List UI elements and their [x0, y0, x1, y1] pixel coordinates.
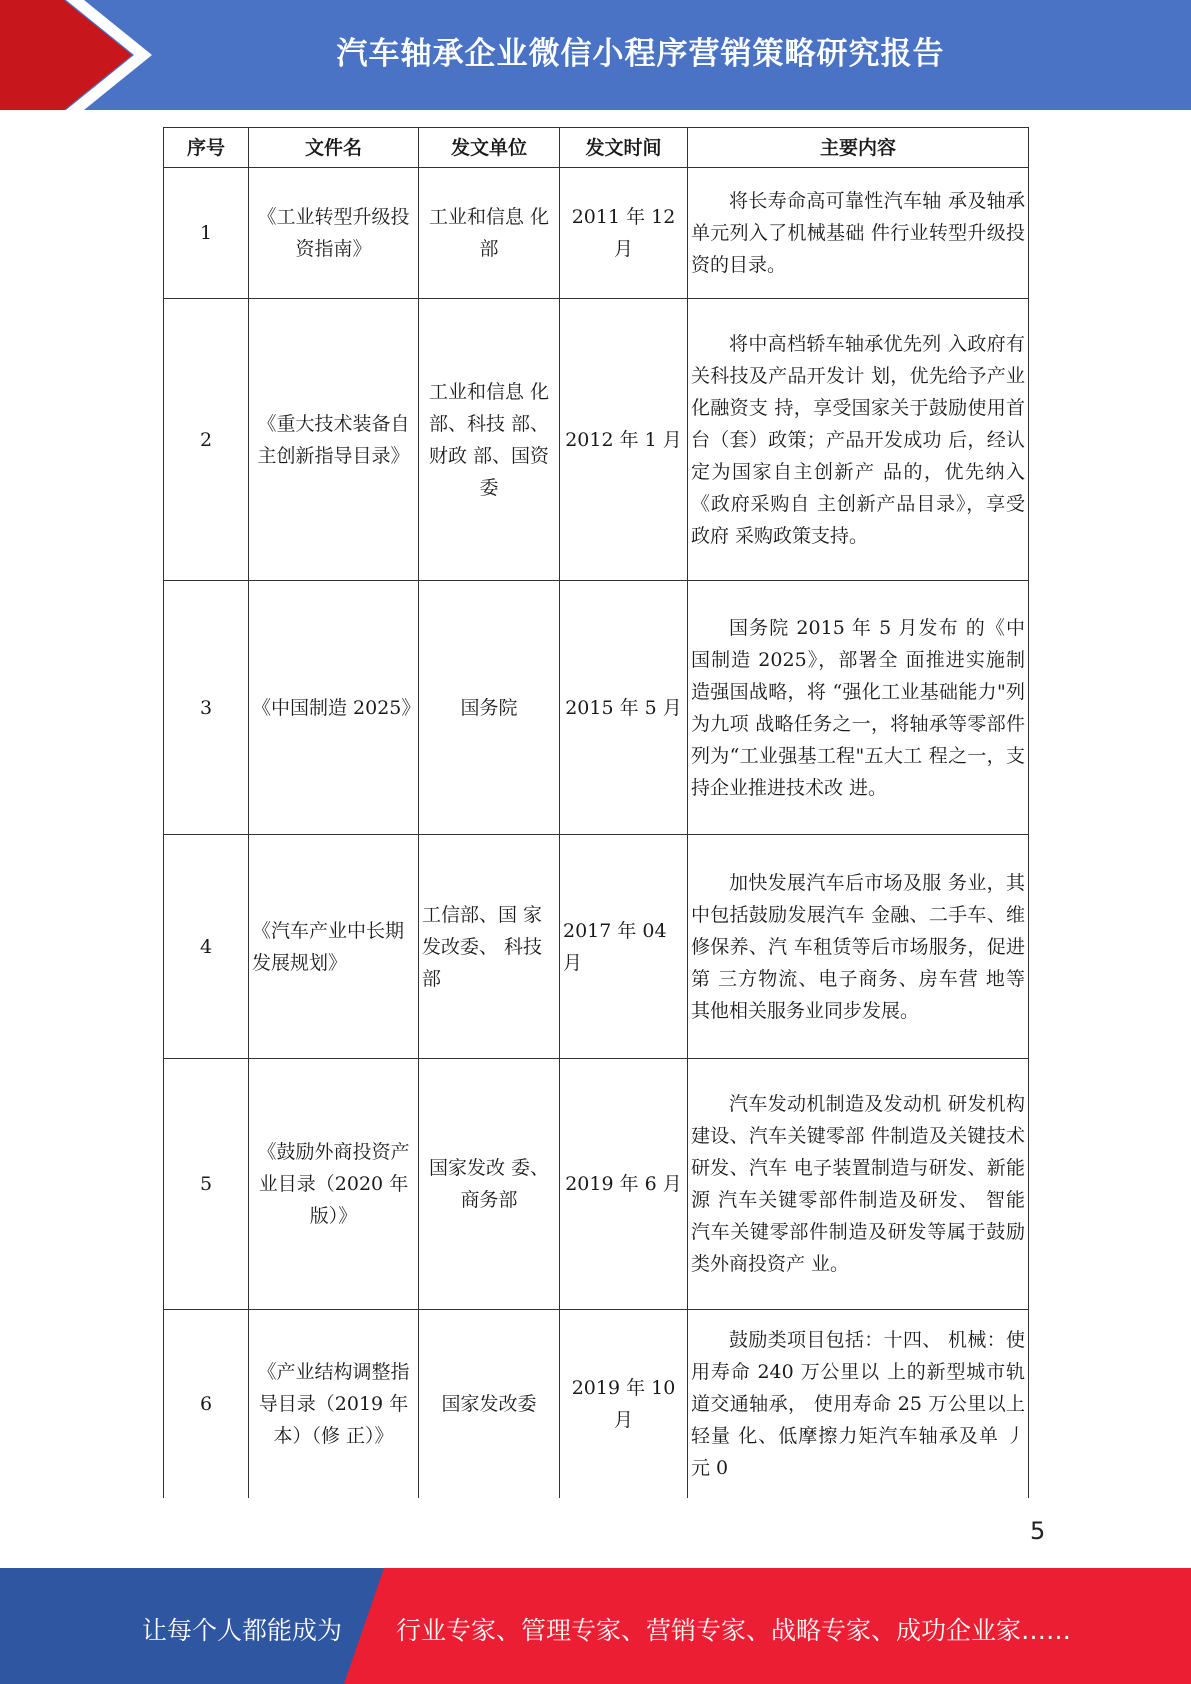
issue-date: 2012 年 1 月 — [560, 299, 688, 581]
row-index: 3 — [164, 581, 249, 835]
content-text: 鼓励类项目包括：十四、 机械：使用寿命 240 万公里以 上的新型城市轨道交通轴承， 使用寿命 25 万公里以上轻量 化、低摩擦力矩汽车轴承及单 丿元 0 — [691, 1328, 1025, 1479]
issue-date: 2019 年 10 月 — [560, 1310, 688, 1498]
main-content — [688, 299, 1029, 581]
table-row — [164, 1059, 1029, 1310]
document-name: 《鼓励外商投资产业目录（2020 年版）》 — [249, 1059, 419, 1310]
issuer: 国务院 — [419, 581, 560, 835]
document-name: 《中国制造 2025》 — [249, 581, 419, 835]
document-name: 《工业转型升级投资指南》 — [249, 168, 419, 299]
header-index: 序号 — [164, 128, 249, 168]
table-row — [164, 581, 1029, 835]
content-text: 将长寿命高可靠性汽车轴 承及轴承单元列入了机械基础 件行业转型升级投资的目录。 — [691, 190, 1025, 276]
table-row — [164, 299, 1029, 581]
issuer: 工信部、国 家发改委、 科技部 — [419, 835, 560, 1059]
row-index: 1 — [164, 168, 249, 299]
row-index: 4 — [164, 835, 249, 1059]
policy-table — [163, 127, 1029, 1498]
table-row — [164, 168, 1029, 299]
main-content — [688, 168, 1029, 299]
row-index: 5 — [164, 1059, 249, 1310]
document-name: 《产业结构调整指导目录（2019 年本）（修 正）》 — [249, 1310, 419, 1498]
issuer: 工业和信息 化部、科技 部、财政 部、国资委 — [419, 299, 560, 581]
main-content — [688, 1310, 1029, 1498]
issue-date: 2015 年 5 月 — [560, 581, 688, 835]
content-text: 国务院 2015 年 5 月发布 的《中国制造 2025》，部署全 面推进实施制造强国战略，将 “强化工业基础能力"列为九项 战略任务之一，将轴承等零部件列为“工业强基工程"五大工 程之一，支持企业推进技术改 进。 — [691, 616, 1025, 799]
issue-date: 2011 年 12 月 — [560, 168, 688, 299]
content-text: 将中高档轿车轴承优先列 入政府有关科技及产品开发计 划，优先给予产业化融资支 持，享受国家关于鼓励使用首 台（套）政策；产品开发成功 后，经认定为国家自主创新产 品的，优先纳入《政府采购自 主创新产品目录》，享受政府 采购政策支持。 — [691, 332, 1025, 547]
issuer: 国家发改委 — [419, 1310, 560, 1498]
main-content — [688, 581, 1029, 835]
table-header-row — [164, 128, 1029, 168]
document-name: 《重大技术装备自主创新指导目录》 — [249, 299, 419, 581]
main-content — [688, 1059, 1029, 1310]
main-content — [688, 835, 1029, 1059]
page-header — [0, 0, 1191, 110]
row-index: 6 — [164, 1310, 249, 1498]
issuer: 工业和信息 化部 — [419, 168, 560, 299]
footer-slogan-right: 行业专家、管理专家、营销专家、战略专家、成功企业家…… — [396, 1616, 1072, 1645]
report-title: 汽车轴承企业微信小程序营销策略研究报告 — [336, 35, 945, 72]
header-document-name: 文件名 — [249, 128, 419, 168]
issuer: 国家发改 委、商务部 — [419, 1059, 560, 1310]
content-text: 加快发展汽车后市场及服 务业，其中包括鼓励发展汽车 金融、二手车、维修保养、汽 车租赁等后市场服务，促进第 三方物流、电子商务、房车营 地等其他相关服务业同步发展。 — [691, 871, 1025, 1022]
page-number: 5 — [1030, 1517, 1046, 1545]
issue-date: 2019 年 6 月 — [560, 1059, 688, 1310]
document-name: 《汽车产业中长期发展规划》 — [249, 835, 419, 1059]
issue-date: 2017 年 04 月 — [560, 835, 688, 1059]
content-text: 汽车发动机制造及发动机 研发机构建设、汽车关键零部 件制造及关键技术研发、汽车 电子装置制造与研发、新能源 汽车关键零部件制造及研发、 智能汽车关键零部件制造及研发等属于鼓励类外商投资产 业。 — [691, 1093, 1025, 1275]
header-issuer: 发文单位 — [419, 128, 560, 168]
table-row — [164, 835, 1029, 1059]
header-main-content: 主要内容 — [688, 128, 1029, 168]
red-arrow-decoration — [0, 0, 160, 110]
footer-slogan-left: 让每个人都能成为 — [142, 1616, 343, 1645]
table-row — [164, 1310, 1029, 1498]
header-issue-date: 发文时间 — [560, 128, 688, 168]
row-index: 2 — [164, 299, 249, 581]
